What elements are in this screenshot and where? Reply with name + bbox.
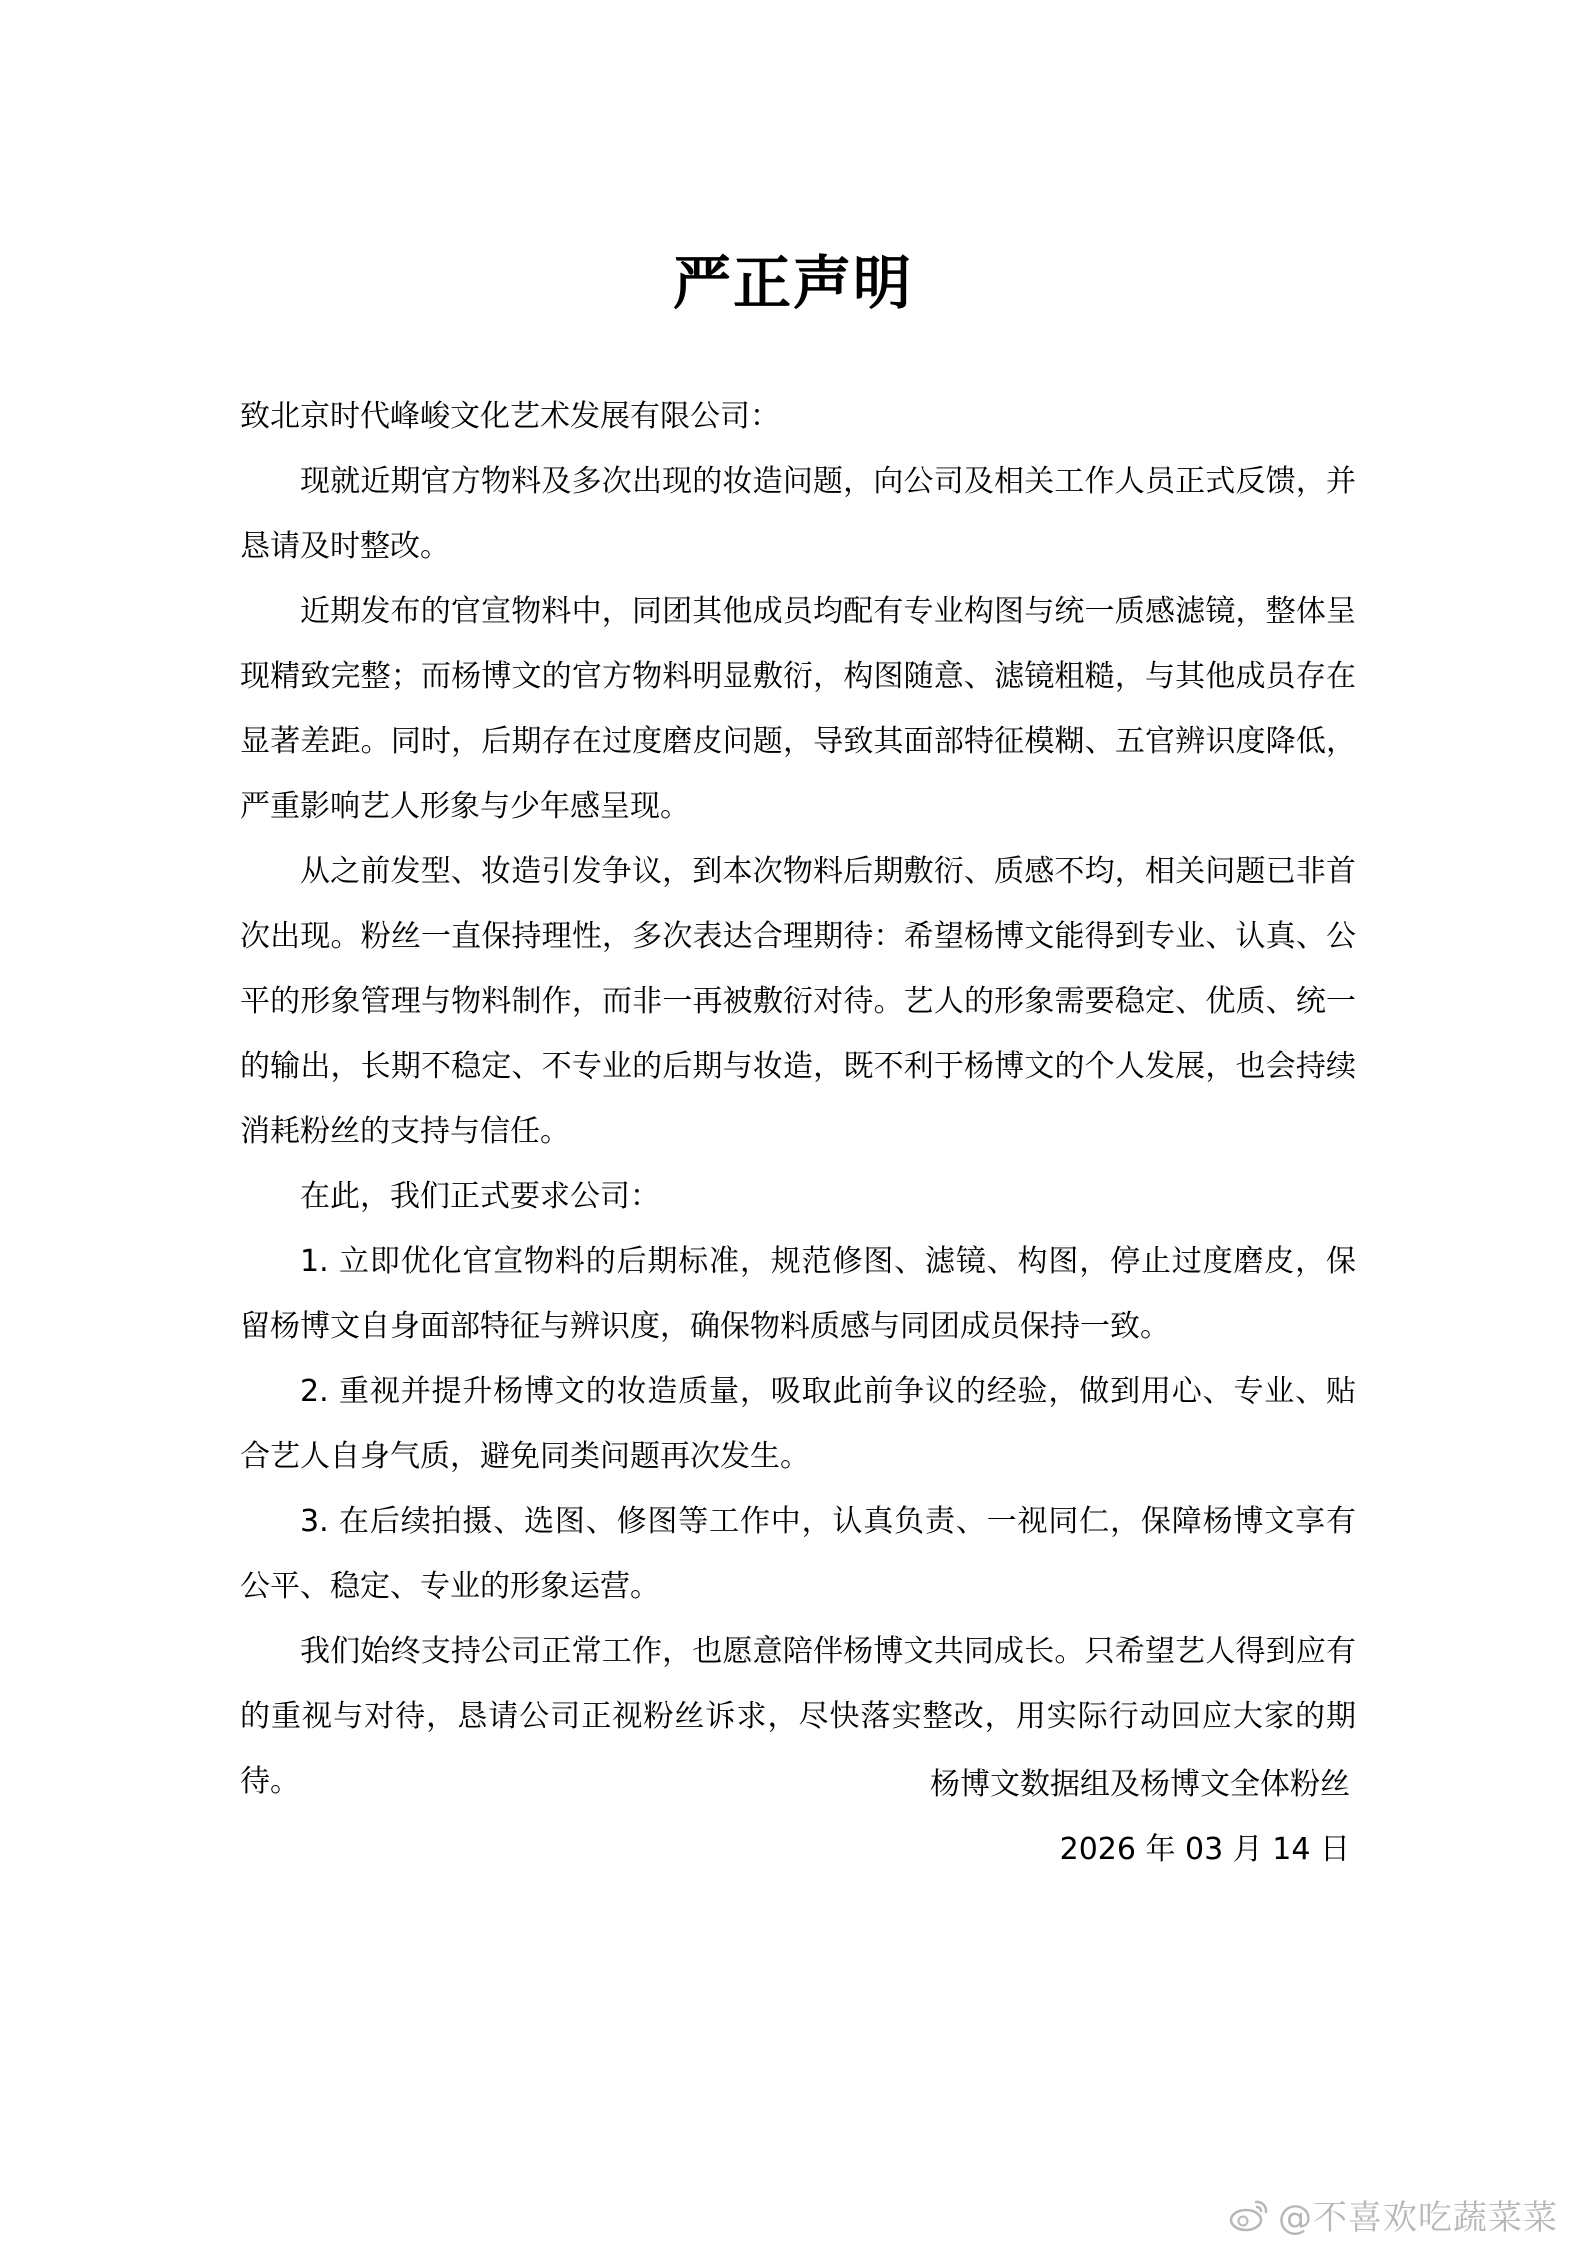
paragraph-history: 从之前发型、妆造引发争议，到本次物料后期敷衍、质感不均，相关问题已非首次出现。粉丝一直保持理性，多次表达合理期待：希望杨博文能得到专业、认真、公平的形象管理与物料制作，而非一再被敷衍对待。艺人的形象需要稳定、优质、统一的输出，长期不稳定、不专业的后期与妆造，既不利于杨博文的个人发展，也会持续消耗粉丝的支持与信任。: [240, 854, 1356, 1149]
weibo-icon: [1228, 2196, 1272, 2234]
demand-item-1: 1. 立即优化官宣物料的后期标准，规范修图、滤镜、构图，停止过度磨皮，保留杨博文自身面部特征与辨识度，确保物料质感与同团成员保持一致。: [240, 1244, 1356, 1344]
signature-block: [930, 1752, 1350, 1882]
paragraph-intro: 现就近期官方物料及多次出现的妆造问题，向公司及相关工作人员正式反馈，并恳请及时整改。: [240, 464, 1356, 564]
paragraph-issue: 近期发布的官宣物料中，同团其他成员均配有专业构图与统一质感滤镜，整体呈现精致完整；而杨博文的官方物料明显敷衍，构图随意、滤镜粗糙，与其他成员存在显著差距。同时，后期存在过度磨皮问题，导致其面部特征模糊、五官辨识度降低，严重影响艺人形象与少年感呈现。: [240, 594, 1356, 824]
demand-item-3: 3. 在后续拍摄、选图、修图等工作中，认真负责、一视同仁，保障杨博文享有公平、稳定、专业的形象运营。: [240, 1504, 1356, 1604]
statement-body: [240, 384, 1356, 1814]
weibo-watermark: [1228, 2190, 1558, 2239]
date-line: 2026 年 03 月 14 日: [1059, 1832, 1350, 1867]
watermark-handle: @不喜欢吃蔬菜菜: [1278, 2198, 1558, 2238]
paragraph-demands-lead: 在此，我们正式要求公司：: [300, 1179, 660, 1214]
demand-item-2: 2. 重视并提升杨博文的妆造质量，吸取此前争议的经验，做到用心、专业、贴合艺人自身气质，避免同类问题再次发生。: [240, 1374, 1356, 1474]
addressee-line: 致北京时代峰峻文化艺术发展有限公司：: [240, 399, 780, 434]
document-title: 严正声明: [672, 249, 913, 317]
signature-line: 杨博文数据组及杨博文全体粉丝: [930, 1767, 1350, 1802]
paragraph-closing: 我们始终支持公司正常工作，也愿意陪伴杨博文共同成长。只希望艺人得到应有的重视与对待，恳请公司正视粉丝诉求，尽快落实整改，用实际行动回应大家的期待。: [240, 1634, 1356, 1799]
